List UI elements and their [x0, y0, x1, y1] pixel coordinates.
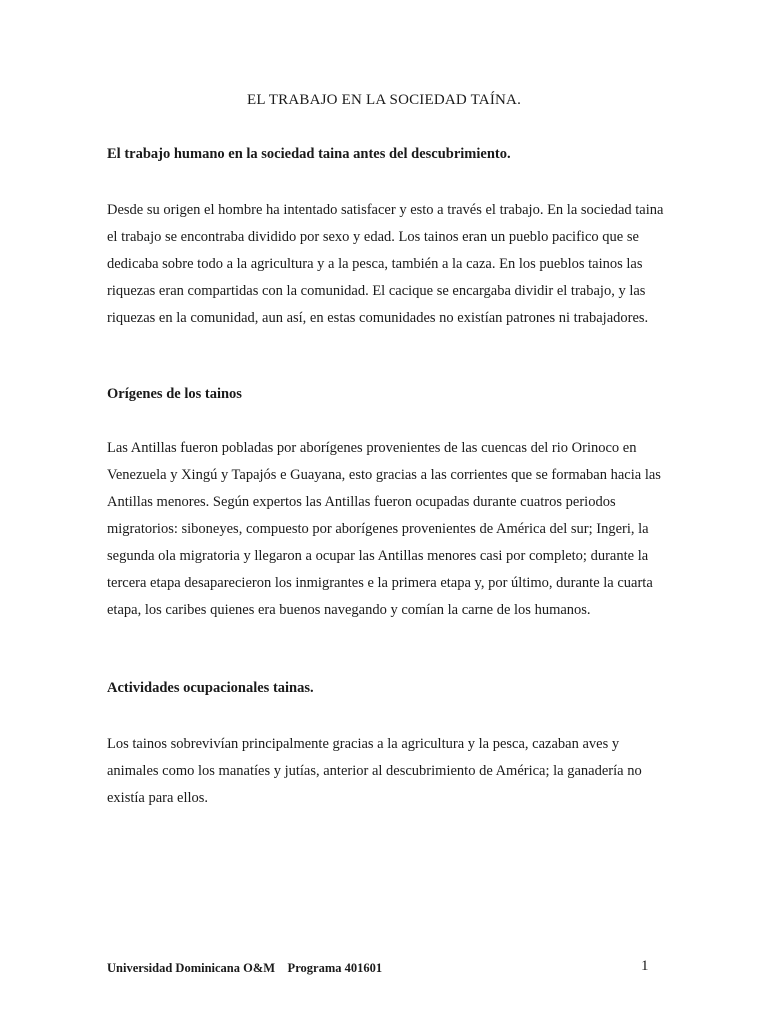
- section-body-actividades: Los tainos sobrevivían principalmente gracias a la agricultura y la pesca, cazaban aves y animales como los manatíes y jutías, anterior al descubrimiento de América; la ganadería no existía para ellos.: [107, 736, 642, 806]
- footer-institution: Universidad Dominicana O&M Programa 401601: [107, 961, 383, 975]
- section-body-trabajo-humano: Desde su origen el hombre ha intentado satisfacer y esto a través el trabajo. En la sociedad taina el trabajo se encontraba dividido por sexo y edad. Los tainos eran un pueblo pacifico que se dedicaba sobre todo a la agricultura y a la pesca, también a la caza. En los pueblos tainos las riquezas eran compartidas con la comunidad. El cacique se encargaba dividir el trabajo, y las riquezas en la comunidad, aun así, en estas comunidades no existían patrones ni trabajadores.: [107, 202, 664, 326]
- section-heading-actividades: Actividades ocupacionales tainas.: [107, 680, 314, 696]
- page-number: 1: [641, 958, 649, 974]
- section-heading-trabajo-humano: El trabajo humano en la sociedad taina antes del descubrimiento.: [107, 146, 511, 162]
- document-title: EL TRABAJO EN LA SOCIEDAD TAÍNA.: [246, 92, 522, 108]
- section-body-origenes: Las Antillas fueron pobladas por aborígenes provenientes de las cuencas del rio Orinoco en Venezuela y Xingú y Tapajós e Guayana, esto gracias a las corrientes que se formaban hacia las Antillas menores. Según expertos las Antillas fueron ocupadas durante cuatros periodos migratorios: siboneyes, compuesto por aborígenes provenientes de América del sur; Ingeri, la segunda ola migratoria y llegaron a ocupar las Antillas menores casi por completo; durante la tercera etapa desaparecieron los inmigrantes e la primera etapa y, por último, durante la cuarta etapa, los caribes quienes era buenos navegando y comían la carne de los humanos.: [107, 440, 661, 618]
- section-heading-origenes: Orígenes de los tainos: [107, 386, 242, 402]
